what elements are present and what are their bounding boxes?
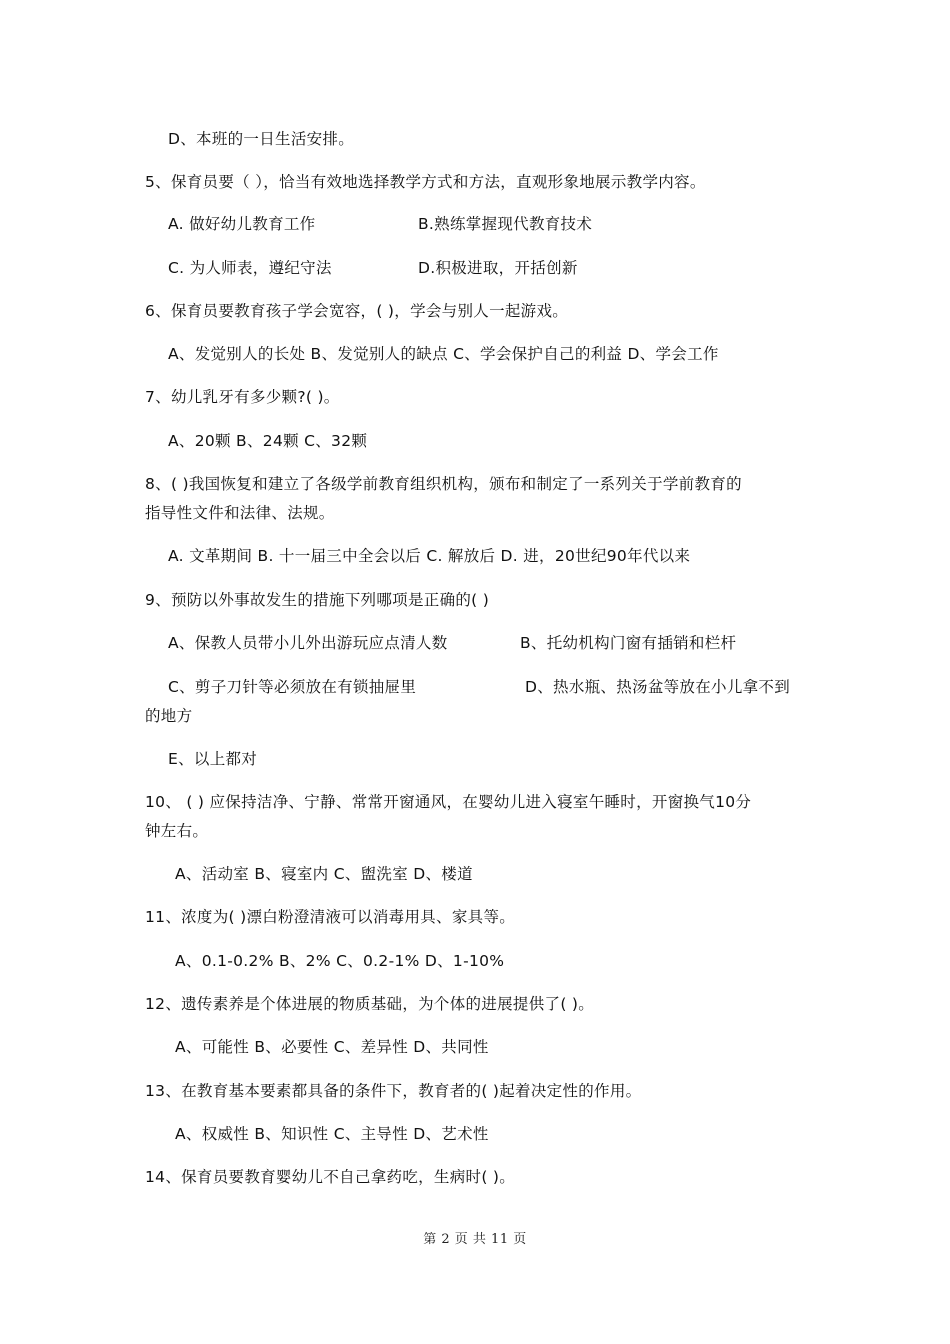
question-7: 7、幼儿乳牙有多少颗?( )。 xyxy=(145,388,340,406)
question-13-options: A、权威性 B、知识性 C、主导性 D、艺术性 xyxy=(175,1125,489,1143)
question-5-option-c: C. 为人师表，遵纪守法 xyxy=(168,259,332,277)
question-5-option-b: B.熟练掌握现代教育技术 xyxy=(418,215,593,233)
question-9-option-e: E、以上都对 xyxy=(168,750,258,768)
question-12: 12、遗传素养是个体进展的物质基础，为个体的进展提供了( )。 xyxy=(145,995,595,1013)
question-10-options: A、活动室 B、寝室内 C、盥洗室 D、楼道 xyxy=(175,865,473,883)
question-5-option-a: A. 做好幼儿教育工作 xyxy=(168,215,316,233)
question-6: 6、保育员要教育孩子学会宽容，( )，学会与别人一起游戏。 xyxy=(145,302,569,320)
question-5: 5、保育员要（ ），恰当有效地选择教学方式和方法，直观形象地展示教学内容。 xyxy=(145,173,706,191)
question-7-options: A、20颗 B、24颗 C、32颗 xyxy=(168,432,368,450)
question-14: 14、保育员要教育婴幼儿不自己拿药吃，生病时( )。 xyxy=(145,1168,516,1186)
question-13: 13、在教育基本要素都具备的条件下，教育者的( )起着决定性的作用。 xyxy=(145,1082,642,1100)
question-8-options: A. 文革期间 B. 十一届三中全会以后 C. 解放后 D. 进，20世纪90年代以来 xyxy=(168,547,691,565)
question-11-options: A、0.1-0.2% B、2% C、0.2-1% D、1-10% xyxy=(175,952,505,970)
question-9-option-a: A、保教人员带小儿外出游玩应点清人数 xyxy=(168,634,448,652)
question-9-option-c: C、剪子刀针等必须放在有锁抽屉里 xyxy=(168,678,417,696)
question-10-line-2: 钟左右。 xyxy=(145,822,209,840)
question-8-line-2: 指导性文件和法律、法规。 xyxy=(145,504,335,522)
question-10-line-1: 10、 ( ) 应保持洁净、宁静、常常开窗通风，在婴幼儿进入寝室午睡时，开窗换气10分 xyxy=(145,793,752,811)
question-9-option-d-cont: 的地方 xyxy=(145,707,193,725)
option-d-text: D、本班的一日生活安排。 xyxy=(168,130,355,148)
question-9: 9、预防以外事故发生的措施下列哪项是正确的( ) xyxy=(145,591,490,609)
question-6-options: A、发觉别人的长处 B、发觉别人的缺点 C、学会保护自己的利益 D、学会工作 xyxy=(168,345,719,363)
question-11: 11、浓度为( )漂白粉澄清液可以消毒用具、家具等。 xyxy=(145,908,516,926)
question-12-options: A、可能性 B、必要性 C、差异性 D、共同性 xyxy=(175,1038,489,1056)
question-5-option-d: D.积极进取，开括创新 xyxy=(418,259,578,277)
question-8-line-1: 8、( )我国恢复和建立了各级学前教育组织机构，颁布和制定了一系列关于学前教育的 xyxy=(145,475,742,493)
question-9-option-d: D、热水瓶、热汤盆等放在小儿拿不到 xyxy=(525,678,791,696)
page-footer: 第 2 页 共 11 页 xyxy=(423,1232,527,1247)
question-9-option-b: B、托幼机构门窗有插销和栏杆 xyxy=(520,634,737,652)
